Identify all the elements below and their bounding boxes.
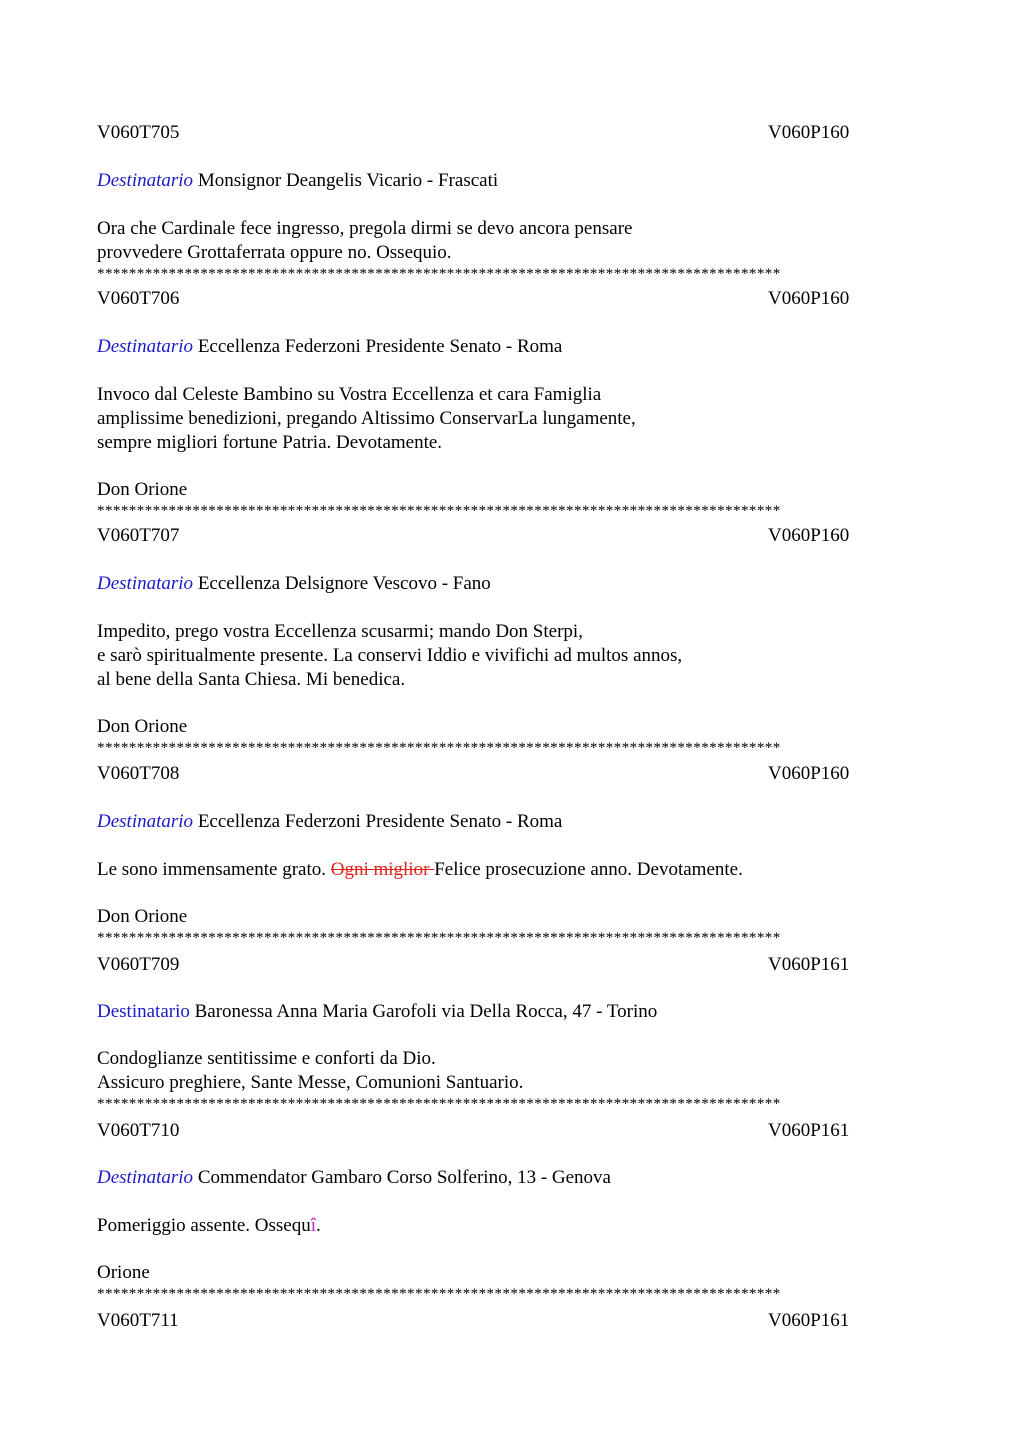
entry-page-ref: V060P160	[768, 122, 850, 143]
body-line	[97, 858, 743, 882]
entry-code: V060T706	[97, 288, 180, 309]
entry-page-ref: V060P161	[768, 1310, 850, 1331]
recipient-name: Eccellenza Federzoni Presidente Senato - Roma	[197, 811, 563, 832]
body-line: amplissime benedizioni, pregando Altissimo ConservarLa lungamente,	[97, 408, 636, 429]
entry-code: V060T707	[97, 525, 180, 546]
body-line: Ora che Cardinale fece ingresso, pregola dirmi se devo ancora pensare	[97, 218, 633, 239]
body-line: al bene della Santa Chiesa. Mi benedica.	[97, 669, 406, 690]
body-line: provvedere Grottaferrata oppure no. Ossequio.	[97, 242, 452, 263]
signature: Orione	[97, 1262, 150, 1283]
entry-code: V060T708	[97, 763, 180, 784]
recipient-line	[97, 1166, 611, 1190]
destinatario-label: Destinatario	[97, 1001, 190, 1022]
body-line: Assicuro preghiere, Sante Messe, Comunioni Santuario.	[97, 1072, 524, 1093]
body-line	[97, 1214, 321, 1238]
recipient-line	[97, 169, 498, 193]
body-text: .	[316, 1215, 321, 1236]
destinatario-label: Destinatario	[97, 811, 194, 832]
entry-code: V060T705	[97, 122, 180, 143]
recipient-name: Commendator Gambaro Corso Solferino, 13 - Genova	[197, 1167, 611, 1188]
marked-text: î	[310, 1215, 317, 1236]
body-text: Le sono immensamente grato.	[97, 859, 331, 880]
body-line: Invoco dal Celeste Bambino su Vostra Eccellenza et cara Famiglia	[97, 384, 602, 405]
entry-code: V060T710	[97, 1120, 180, 1141]
recipient-line	[97, 1000, 657, 1024]
entry-page-ref: V060P161	[768, 1120, 850, 1141]
destinatario-label: Destinatario	[97, 336, 194, 357]
destinatario-label: Destinatario	[97, 573, 194, 594]
body-text: Pomeriggio assente. Ossequ	[97, 1215, 311, 1236]
separator-line: **************************************************************************************	[97, 266, 781, 282]
body-line: Impedito, prego vostra Eccellenza scusarmi; mando Don Sterpi,	[97, 621, 583, 642]
recipient-name: Eccellenza Delsignore Vescovo - Fano	[197, 573, 491, 594]
body-line: sempre migliori fortune Patria. Devotamente.	[97, 432, 443, 453]
separator-line: **************************************************************************************	[97, 930, 781, 946]
recipient-name: Monsignor Deangelis Vicario - Frascati	[197, 170, 499, 191]
recipient-line	[97, 810, 562, 834]
entry-page-ref: V060P160	[768, 525, 850, 546]
recipient-name: Eccellenza Federzoni Presidente Senato - Roma	[197, 336, 563, 357]
recipient-name: Baronessa Anna Maria Garofoli via Della Rocca, 47 - Torino	[194, 1001, 658, 1022]
recipient-line	[97, 572, 491, 596]
signature: Don Orione	[97, 716, 188, 737]
recipient-line	[97, 335, 562, 359]
destinatario-label: Destinatario	[97, 1167, 194, 1188]
separator-line: **************************************************************************************	[97, 503, 781, 519]
signature: Don Orione	[97, 906, 188, 927]
entry-page-ref: V060P160	[768, 288, 850, 309]
body-text: Felice prosecuzione anno. Devotamente.	[434, 859, 743, 880]
entry-page-ref: V060P161	[768, 954, 850, 975]
entry-page-ref: V060P160	[768, 763, 850, 784]
entry-code: V060T709	[97, 954, 180, 975]
body-line: Condoglianze sentitissime e conforti da Dio.	[97, 1048, 436, 1069]
entry-code: V060T711	[97, 1310, 179, 1331]
separator-line: **************************************************************************************	[97, 1096, 781, 1112]
deleted-text: Ogni miglior	[330, 859, 435, 880]
body-line: e sarò spiritualmente presente. La conservi Iddio e vivifichi ad multos annos,	[97, 645, 683, 666]
separator-line: **************************************************************************************	[97, 740, 781, 756]
separator-line: **************************************************************************************	[97, 1286, 781, 1302]
destinatario-label: Destinatario	[97, 170, 194, 191]
signature: Don Orione	[97, 479, 188, 500]
